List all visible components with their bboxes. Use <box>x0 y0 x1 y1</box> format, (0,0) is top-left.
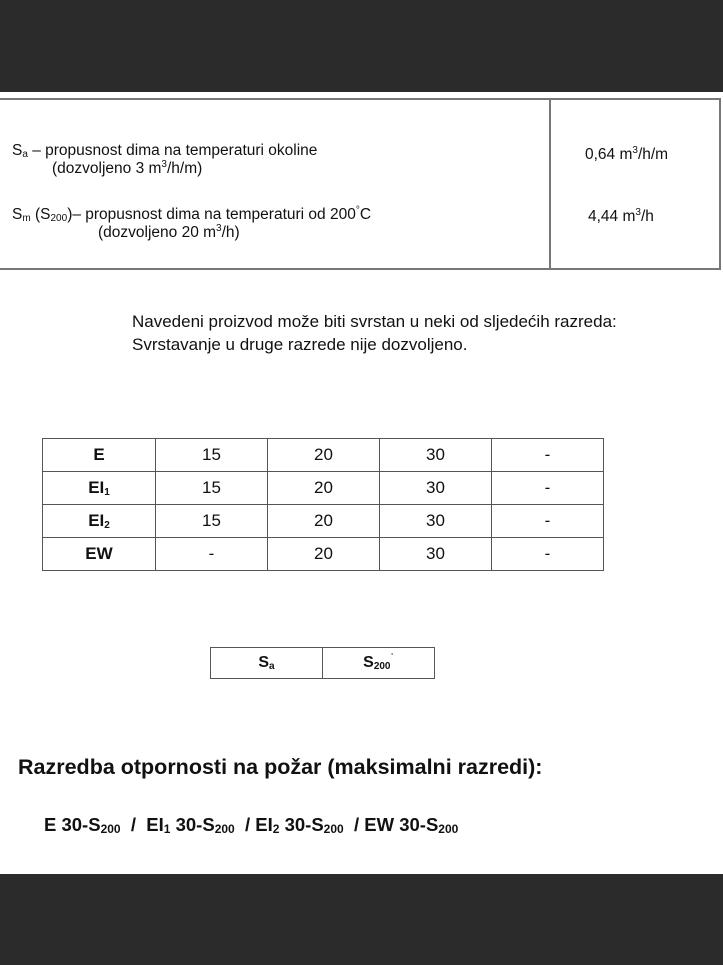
document-page <box>0 92 723 874</box>
table-cell: 20 <box>268 538 380 571</box>
label-text: EW <box>85 544 113 563</box>
symbol-sub: m <box>22 213 31 224</box>
allowed-text <box>12 160 317 178</box>
description-end: C <box>359 206 372 223</box>
column-divider <box>549 100 551 268</box>
value-prefix: 4,44 m <box>588 208 636 225</box>
paren-sub: 200 <box>50 213 68 224</box>
table-cell: 30 <box>380 472 492 505</box>
class-ei2: EI <box>255 814 273 835</box>
classification-notice <box>132 310 617 356</box>
allowed-prefix: (dozvoljeno 3 m <box>52 160 162 177</box>
fire-class-table <box>42 438 604 571</box>
smoke-description <box>12 206 371 242</box>
sub: 1 <box>163 822 171 836</box>
label-text: EI <box>88 478 105 497</box>
table-row <box>43 472 604 505</box>
table-cell: 15 <box>156 439 268 472</box>
degree-sign: ° <box>355 205 360 216</box>
table-cell: 15 <box>156 472 268 505</box>
allowed-sup: 3 <box>216 223 222 234</box>
table-cell: 15 <box>156 505 268 538</box>
separator: / <box>120 814 147 835</box>
notice-line-2: Svrstavanje u druge razrede nije dozvoljeno. <box>132 335 468 354</box>
notice-line-1: Navedeni proizvod može biti svrstan u neki od sljedećih razreda: <box>132 312 617 331</box>
table-cell: 20 <box>268 505 380 538</box>
symbol: S <box>363 654 374 671</box>
table-cell: 30 <box>380 439 492 472</box>
separator: / <box>234 814 256 835</box>
allowed-text <box>12 224 371 242</box>
value-suffix: /h <box>640 208 654 225</box>
sub: 200 <box>323 822 344 836</box>
smoke-value <box>588 208 654 226</box>
mark: ˙ <box>390 653 394 664</box>
separator: / <box>343 814 365 835</box>
table-cell: 30 <box>380 538 492 571</box>
value-prefix: 0,64 m <box>585 146 633 163</box>
sub: 200 <box>438 822 459 836</box>
symbol-sub: a <box>269 661 275 672</box>
classification-result <box>44 814 458 836</box>
table-cell: - <box>492 439 604 472</box>
symbol: S <box>258 654 270 671</box>
table-row <box>211 648 435 679</box>
description-text: – propusnost dima na temperaturi okoline <box>32 142 318 159</box>
smoke-leakage-table <box>0 98 721 270</box>
table-cell: - <box>492 472 604 505</box>
class-rest: 30-S <box>279 814 324 835</box>
allowed-suffix: /h/m) <box>166 160 203 177</box>
table-cell: - <box>492 505 604 538</box>
table-cell: 20 <box>268 439 380 472</box>
allowed-prefix: (dozvoljeno 20 m <box>98 224 217 241</box>
class-rest: 30-S <box>170 814 215 835</box>
table-cell: - <box>492 538 604 571</box>
value-sup: 3 <box>635 207 641 218</box>
class-label <box>43 439 156 472</box>
table-cell: 20 <box>268 472 380 505</box>
class-ew: EW 30-S <box>364 814 439 835</box>
smoke-class-table <box>210 647 435 679</box>
value-suffix: /h/m <box>637 146 669 163</box>
table-cell: 30 <box>380 505 492 538</box>
sub: 200 <box>214 822 235 836</box>
symbol: S <box>12 142 23 159</box>
table-cell: - <box>156 538 268 571</box>
table-row <box>43 439 604 472</box>
symbol: S <box>12 206 23 223</box>
smoke-class-s200 <box>323 648 435 679</box>
smoke-class-sa <box>211 648 323 679</box>
sub: 2 <box>272 822 280 836</box>
label-text: E <box>93 445 105 464</box>
description-text: )– propusnost dima na temperaturi od 200 <box>67 206 356 223</box>
class-e: E 30-S <box>44 814 101 835</box>
smoke-value <box>585 146 668 164</box>
paren-open: (S <box>30 206 51 223</box>
label-text: EI <box>88 511 105 530</box>
sub: 200 <box>100 822 121 836</box>
table-row <box>43 538 604 571</box>
allowed-sup: 3 <box>161 159 167 170</box>
value-sup: 3 <box>632 145 638 156</box>
table-row <box>43 505 604 538</box>
smoke-description <box>12 142 317 178</box>
label-sub: 2 <box>104 520 110 531</box>
allowed-suffix: /h) <box>221 224 240 241</box>
symbol-sub: 200 <box>373 661 391 672</box>
class-label <box>43 538 156 571</box>
class-label <box>43 505 156 538</box>
label-sub: 1 <box>104 487 110 498</box>
section-heading: Razredba otpornosti na požar (maksimalni razredi): <box>18 755 543 779</box>
symbol-sub: a <box>22 149 28 160</box>
class-label <box>43 472 156 505</box>
class-ei1: EI <box>146 814 164 835</box>
